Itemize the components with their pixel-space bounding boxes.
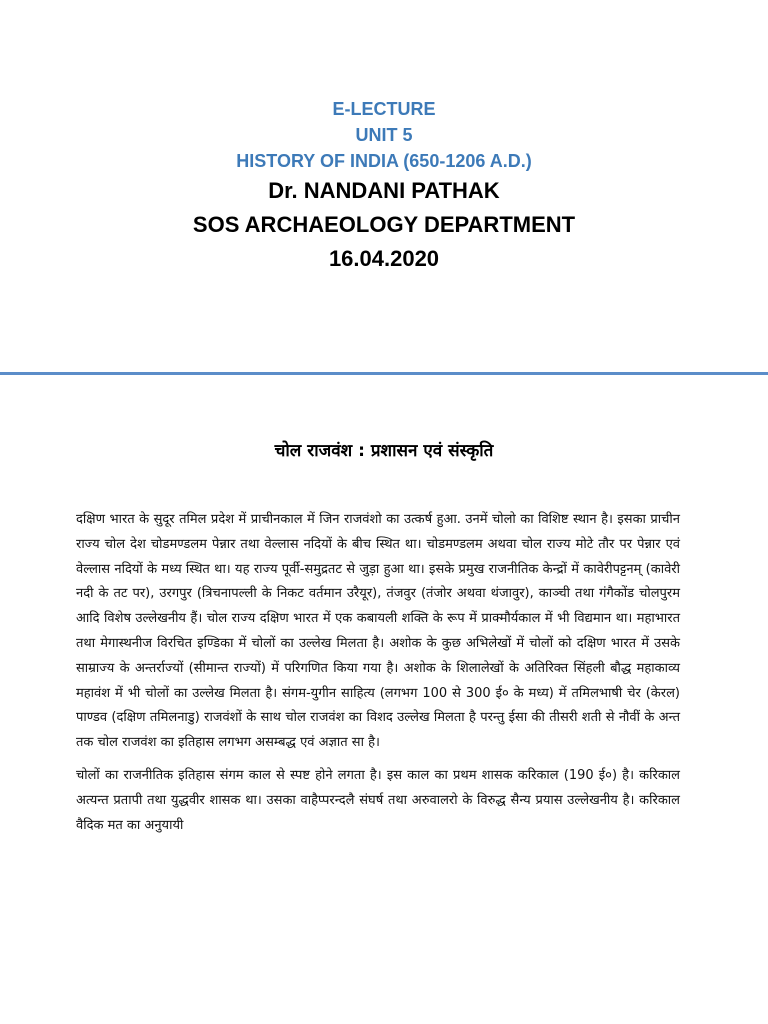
lecture-label: E-LECTURE [332,99,436,119]
author-name: Dr. NANDANI PATHAK [268,178,500,203]
paragraph-1: दक्षिण भारत के सुदूर तमिल प्रदेश में प्राचीनकाल में जिन राजवंशो का उत्कर्ष हुआ. उनमें चोलो का विशिष्ट स्थान है। इसका प्राचीन राज्य चोल देश चोडमण्डलम पेन्नार तथा वेल्लास नदियों के बीच स्थित था। चोडमण्डलम अथवा चोल राज्य मोटे तौर पर पेन्नार एवं वेल्लास नदियों के मध्य स्थित था। यह राज्य पूर्वी-समुद्रतट से जुड़ा हुआ था। इसके प्रमुख राजनीतिक केन्द्रों में कावेरीपट्टनम् (कावेरी नदी के तट पर), उरगपुर (त्रिचनापल्ली के निकट वर्तमान उरैयूर), तंजवुर (तंजोर अथवा थंजावुर), काञ्ची तथा गंगैकोंड चोलपुरम आदि विशेष उल्लेखनीय हैं। चोल राज्य दक्षिण भारत में एक कबायली शक्ति के रूप में प्राक्मौर्यकाल में भी विद्यमान था। महाभारत तथा मेगास्थनीज विरचित इण्डिका में चोलों का उल्लेख मिलता है। अशोक के कुछ अभिलेखों में चोलों को दक्षिण भारत में उसके साम्राज्य के अन्तर्राज्यों (सीमान्त राज्यों) में परिगणित किया गया है। अशोक के शिलालेखों के अतिरिक्त सिंहली बौद्ध महाकाव्य महावंश में भी चोलों का उल्लेख मिलता है। संगम-युगीन साहित्य (लगभग 100 से 300 ई० के मध्य) में तमिलभाषी चेर (केरल) पाण्डव (दक्षिण तमिलनाडु) राजवंशों के साथ चोल राजवंश का विशद उल्लेख मिलता है परन्तु ईसा की तीसरी शती से नौवीं के अन्त तक चोल राजवंश का इतिहास लगभग असम्बद्ध एवं अज्ञात सा है। [76,512,680,751]
paragraph-2: चोलों का राजनीतिक इतिहास संगम काल से स्पष्ट होने लगता है। इस काल का प्रथम शासक करिकाल (190 ई०) है। करिकाल अत्यन्त प्रतापी तथा युद्धवीर शासक था। उसका वाहैप्परन्दलै संघर्ष तथा अरुवालरो के विरुद्ध सैन्य प्रयास उल्लेखनीय है। करिकाल वैदिक मत का अनुयायी [76,767,680,833]
horizontal-divider [0,372,768,375]
body-text [76,508,680,846]
section-title: चोल राजवंश : प्रशासन एवं संस्कृति [274,441,494,461]
department-name: SOS ARCHAEOLOGY DEPARTMENT [192,212,576,237]
lecture-date: 16.04.2020 [328,246,440,271]
document-header [0,96,768,276]
course-title: HISTORY OF INDIA (650-1206 A.D.) [236,151,532,171]
unit-label: UNIT 5 [355,125,413,145]
